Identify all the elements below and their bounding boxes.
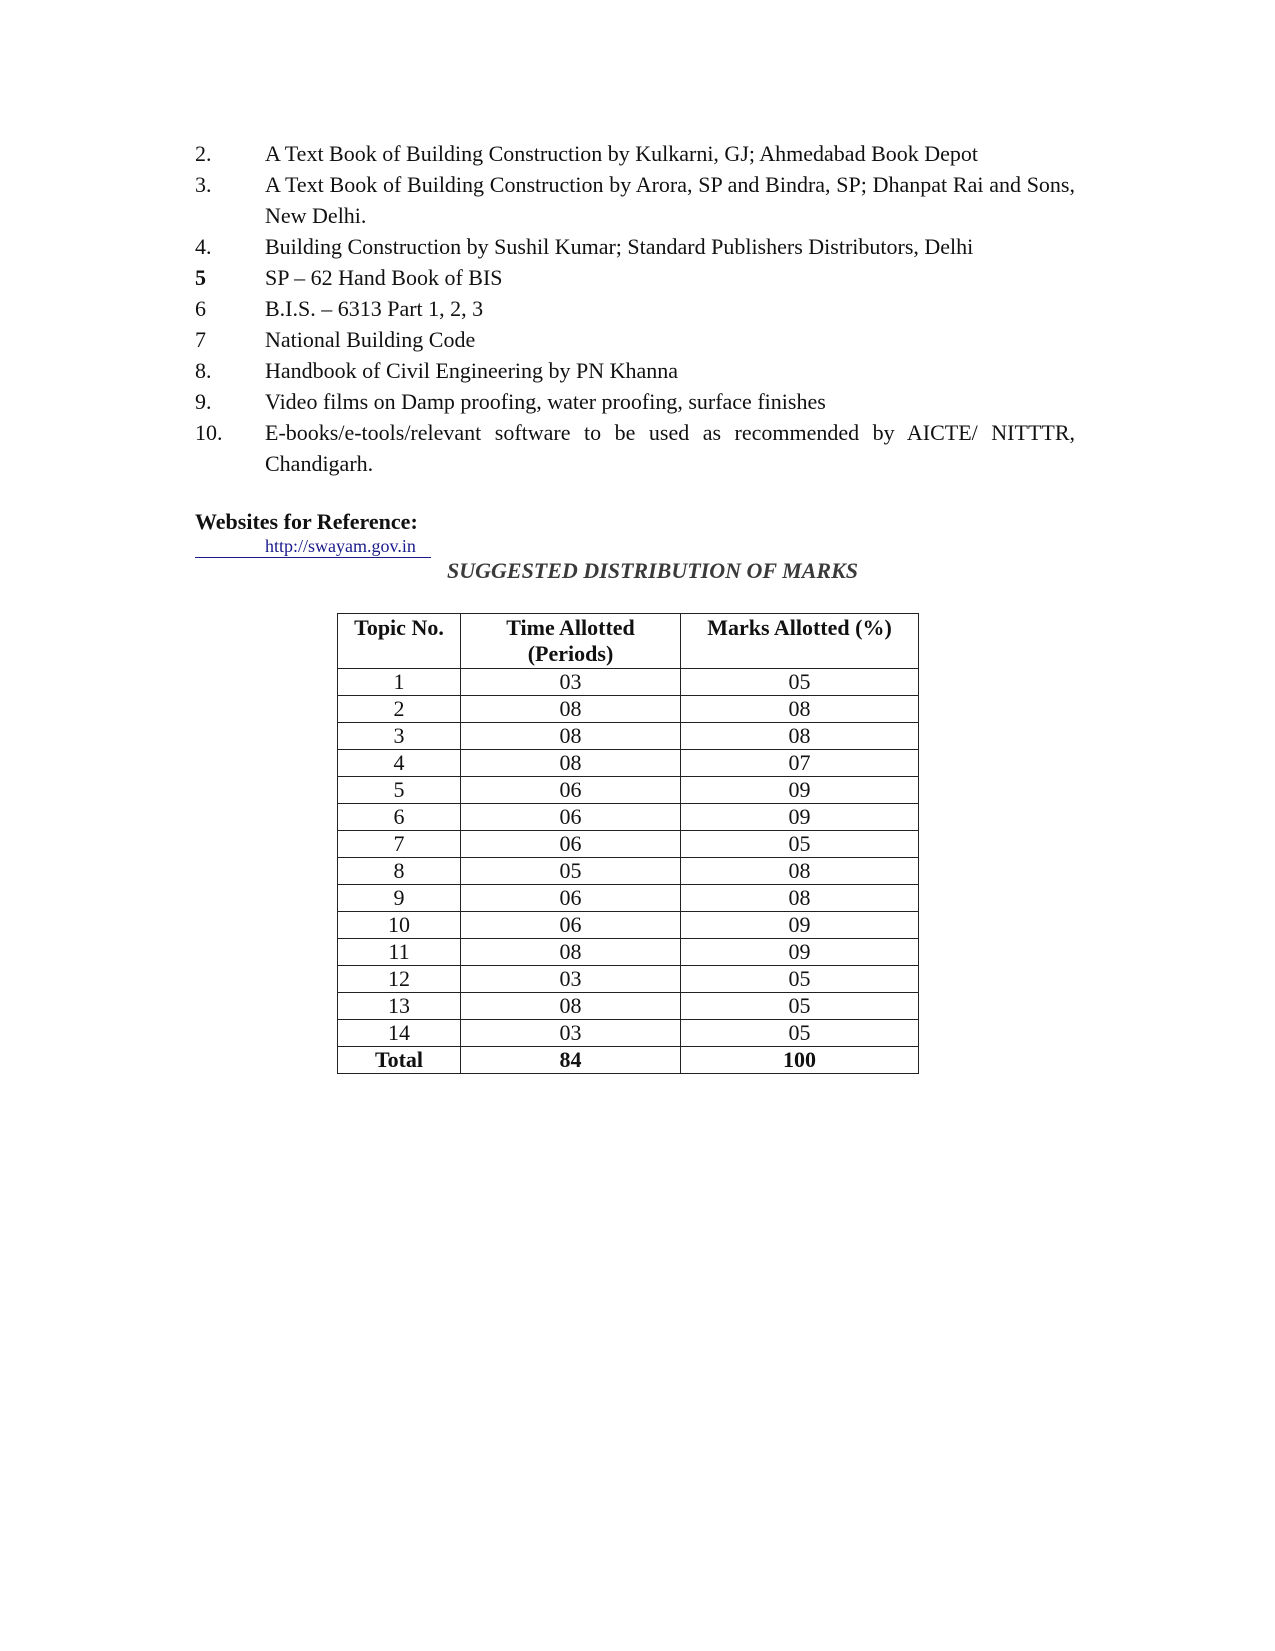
topic-no-cell: 7 [338, 831, 461, 858]
time-allotted-cell: 08 [461, 723, 681, 750]
table-row [338, 723, 919, 750]
table-row [338, 939, 919, 966]
time-allotted-cell: 06 [461, 885, 681, 912]
reference-list [195, 138, 1075, 479]
topic-no-cell: 9 [338, 885, 461, 912]
time-allotted-cell: 03 [461, 1020, 681, 1047]
marks-allotted-cell: 100 [681, 1047, 919, 1074]
table-header-row [338, 614, 919, 669]
reference-text: A Text Book of Building Construction by Kulkarni, GJ; Ahmedabad Book Depot [265, 141, 979, 166]
topic-no-cell: 8 [338, 858, 461, 885]
reference-number: 6 [195, 296, 206, 321]
topic-no-cell: 3 [338, 723, 461, 750]
table-row [338, 912, 919, 939]
time-allotted-cell: 05 [461, 858, 681, 885]
topic-no-cell: 14 [338, 1020, 461, 1047]
reference-text: Building Construction by Sushil Kumar; Standard Publishers Distributors, Delhi [265, 234, 974, 259]
reference-item [195, 169, 1075, 231]
time-allotted-cell: 08 [461, 750, 681, 777]
time-allotted-cell: 03 [461, 966, 681, 993]
header-time-allotted-text: Time Allotted (Periods) [506, 615, 635, 666]
topic-no-cell: 11 [338, 939, 461, 966]
reference-text: B.I.S. – 6313 Part 1, 2, 3 [265, 296, 484, 321]
marks-allotted-cell: 05 [681, 669, 919, 696]
reference-text: Handbook of Civil Engineering by PN Khanna [265, 358, 679, 383]
marks-allotted-cell: 09 [681, 804, 919, 831]
reference-item [195, 231, 1075, 262]
reference-text: National Building Code [265, 327, 476, 352]
table-row [338, 966, 919, 993]
marks-allotted-cell: 08 [681, 885, 919, 912]
topic-no-cell: 2 [338, 696, 461, 723]
topic-no-cell: Total [338, 1047, 461, 1074]
reference-item [195, 417, 1075, 479]
table-row [338, 1020, 919, 1047]
reference-text: SP – 62 Hand Book of BIS [265, 265, 503, 290]
table-row [338, 804, 919, 831]
reference-number: 8. [195, 358, 212, 383]
marks-allotted-cell: 05 [681, 966, 919, 993]
time-allotted-cell: 08 [461, 993, 681, 1020]
reference-number: 10. [195, 420, 223, 445]
marks-allotted-cell: 09 [681, 912, 919, 939]
table-row [338, 696, 919, 723]
time-allotted-cell: 84 [461, 1047, 681, 1074]
reference-text: A Text Book of Building Construction by Arora, SP and Bindra, SP; Dhanpat Rai and Sons, New Delhi. [265, 172, 1075, 228]
marks-distribution-table [337, 613, 919, 1074]
marks-allotted-cell: 05 [681, 831, 919, 858]
table-row [338, 993, 919, 1020]
reference-number: 7 [195, 327, 206, 352]
marks-allotted-cell: 09 [681, 777, 919, 804]
reference-item [195, 138, 1075, 169]
table-total-row [338, 1047, 919, 1074]
websites-heading: Websites for Reference: [195, 509, 418, 534]
topic-no-cell: 1 [338, 669, 461, 696]
time-allotted-cell: 06 [461, 804, 681, 831]
table-row [338, 858, 919, 885]
topic-no-cell: 12 [338, 966, 461, 993]
topic-no-cell: 6 [338, 804, 461, 831]
table-row [338, 831, 919, 858]
header-time-allotted [461, 614, 681, 669]
reference-item [195, 386, 1075, 417]
reference-number: 3. [195, 172, 212, 197]
marks-allotted-cell: 05 [681, 993, 919, 1020]
topic-no-cell: 10 [338, 912, 461, 939]
reference-item [195, 324, 1075, 355]
time-allotted-cell: 06 [461, 831, 681, 858]
marks-allotted-cell: 07 [681, 750, 919, 777]
marks-allotted-cell: 08 [681, 858, 919, 885]
topic-no-cell: 5 [338, 777, 461, 804]
reference-text: E-books/e-tools/relevant software to be used as recommended by AICTE/ NITTTR, Chandigarh. [265, 420, 1075, 476]
reference-number: 9. [195, 389, 212, 414]
topic-no-cell: 4 [338, 750, 461, 777]
reference-item [195, 293, 1075, 324]
swayam-link[interactable]: http://swayam.gov.in [265, 536, 416, 556]
table-row [338, 777, 919, 804]
time-allotted-cell: 08 [461, 696, 681, 723]
table-row [338, 750, 919, 777]
reference-item [195, 355, 1075, 386]
topic-no-cell: 13 [338, 993, 461, 1020]
table-row [338, 669, 919, 696]
marks-allotted-cell: 05 [681, 1020, 919, 1047]
marks-allotted-cell: 09 [681, 939, 919, 966]
header-marks-allotted: Marks Allotted (%) [681, 614, 919, 669]
table-row [338, 885, 919, 912]
distribution-title: SUGGESTED DISTRIBUTION OF MARKS [447, 558, 858, 583]
marks-allotted-cell: 08 [681, 723, 919, 750]
reference-number: 2. [195, 141, 212, 166]
table-body [338, 669, 919, 1074]
marks-allotted-cell: 08 [681, 696, 919, 723]
reference-number: 5 [195, 265, 206, 290]
reference-item [195, 262, 1075, 293]
time-allotted-cell: 08 [461, 939, 681, 966]
time-allotted-cell: 06 [461, 912, 681, 939]
website-link-row [195, 535, 431, 558]
reference-number: 4. [195, 234, 212, 259]
time-allotted-cell: 03 [461, 669, 681, 696]
time-allotted-cell: 06 [461, 777, 681, 804]
header-topic-no: Topic No. [338, 614, 461, 669]
reference-text: Video films on Damp proofing, water proofing, surface finishes [265, 389, 826, 414]
